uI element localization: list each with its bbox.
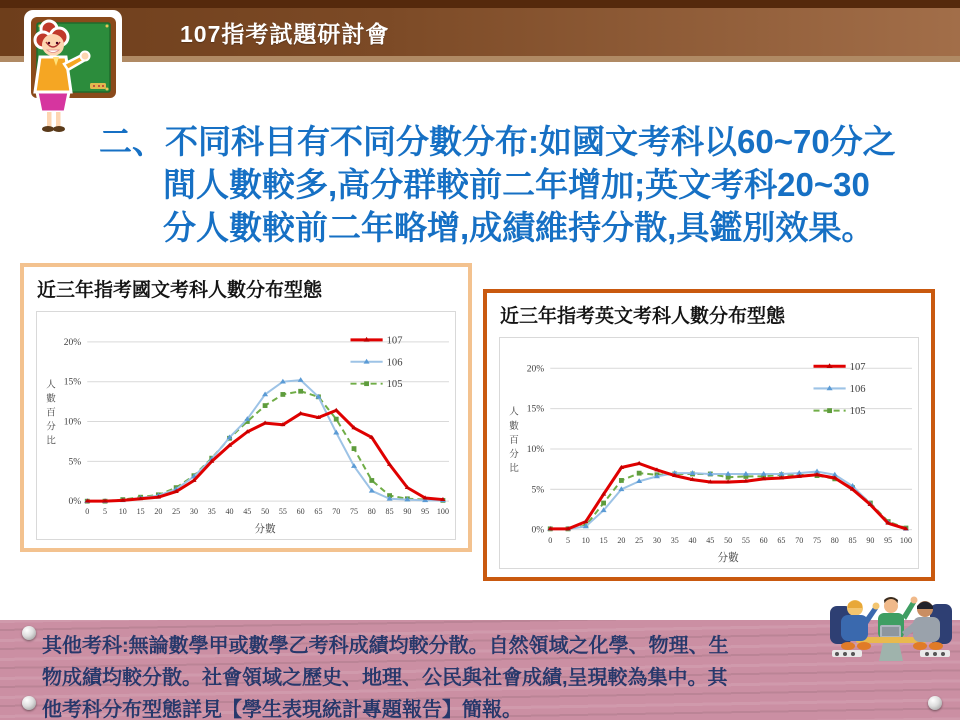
svg-text:數: 數	[46, 394, 56, 405]
svg-text:0%: 0%	[68, 497, 82, 508]
line-chart-chinese	[37, 312, 455, 539]
svg-text:20%: 20%	[63, 337, 82, 348]
svg-text:分: 分	[509, 449, 519, 461]
svg-text:20: 20	[154, 507, 163, 517]
svg-text:人: 人	[46, 380, 56, 391]
chart-title-chinese: 近三年指考國文考科人數分布型態	[37, 280, 323, 301]
svg-text:80: 80	[830, 535, 839, 545]
chart-plot-chinese	[36, 311, 456, 540]
footer-banner	[0, 620, 960, 720]
legend-label-106: 106	[386, 357, 403, 369]
teacher-chalkboard-icon	[6, 4, 124, 134]
svg-text:25: 25	[635, 535, 644, 545]
legend-label-107: 107	[386, 335, 403, 347]
svg-text:15%: 15%	[63, 377, 82, 388]
footer-line-1: 其他考科:無論數學甲或數學乙考科成績均較分散。自然領域之化學、物理、生	[42, 635, 729, 657]
svg-text:比: 比	[46, 436, 56, 447]
page-title: 107指考試題研討會	[180, 20, 390, 47]
svg-text:40: 40	[688, 535, 697, 545]
chart-plot-english	[499, 337, 919, 569]
svg-text:15: 15	[136, 507, 145, 517]
svg-text:10%: 10%	[63, 417, 82, 428]
chart-title-english: 近三年指考英文考科人數分布型態	[500, 306, 786, 327]
meeting-table-icon	[828, 594, 954, 670]
svg-text:55: 55	[741, 535, 750, 545]
legend-label-107: 107	[849, 361, 866, 373]
svg-text:15%: 15%	[526, 403, 545, 415]
svg-text:70: 70	[332, 507, 341, 517]
svg-text:65: 65	[777, 535, 786, 545]
svg-text:30: 30	[189, 507, 198, 517]
legend-label-105: 105	[849, 406, 866, 418]
svg-text:80: 80	[367, 507, 376, 517]
svg-text:25: 25	[172, 507, 181, 517]
line-chart-english	[500, 338, 918, 568]
svg-text:90: 90	[403, 507, 412, 517]
pin-icon	[928, 696, 942, 710]
chart-panel-english	[483, 289, 935, 581]
svg-text:5: 5	[566, 535, 571, 545]
main-heading	[99, 120, 949, 249]
footer-line-3: 他考科分布型態詳見【學生表現統計專題報告】簡報。	[42, 699, 522, 720]
svg-text:分: 分	[46, 422, 56, 433]
svg-text:10: 10	[581, 535, 590, 545]
legend-label-105: 105	[386, 379, 403, 391]
svg-text:85: 85	[385, 507, 394, 517]
svg-text:35: 35	[207, 507, 216, 517]
svg-text:20%: 20%	[526, 363, 545, 375]
svg-text:5%: 5%	[531, 484, 545, 496]
svg-text:10: 10	[118, 507, 127, 517]
svg-text:比: 比	[509, 463, 519, 475]
svg-text:70: 70	[795, 535, 804, 545]
svg-text:0: 0	[548, 535, 553, 545]
svg-text:50: 50	[724, 535, 733, 545]
svg-text:5: 5	[103, 507, 108, 517]
svg-text:100: 100	[436, 507, 449, 517]
svg-text:15: 15	[599, 535, 608, 545]
footer-text	[42, 630, 862, 720]
footer-line-2: 物成績均較分散。社會領域之歷史、地理、公民與社會成績,呈現較為集中。其	[42, 667, 728, 689]
svg-text:45: 45	[706, 535, 715, 545]
svg-text:35: 35	[670, 535, 679, 545]
svg-text:75: 75	[813, 535, 822, 545]
svg-text:30: 30	[652, 535, 661, 545]
svg-text:50: 50	[261, 507, 270, 517]
svg-text:20: 20	[617, 535, 626, 545]
svg-text:45: 45	[243, 507, 252, 517]
svg-text:人: 人	[509, 406, 519, 418]
svg-text:95: 95	[421, 507, 430, 517]
svg-text:數: 數	[509, 420, 519, 432]
series-106-line	[87, 380, 443, 501]
svg-text:百: 百	[46, 408, 56, 419]
svg-text:分數: 分數	[254, 524, 276, 536]
svg-text:65: 65	[314, 507, 323, 517]
svg-text:95: 95	[884, 535, 893, 545]
svg-text:75: 75	[349, 507, 359, 517]
pin-icon	[22, 626, 36, 640]
svg-text:百: 百	[509, 434, 519, 446]
svg-text:0: 0	[85, 507, 90, 517]
svg-text:85: 85	[848, 535, 857, 545]
svg-text:分數: 分數	[717, 552, 739, 564]
pin-icon	[22, 696, 36, 710]
legend-label-106: 106	[849, 383, 866, 395]
svg-text:0%: 0%	[531, 524, 545, 536]
svg-text:5%: 5%	[68, 457, 82, 468]
heading-line-1: 二、不同科目有不同分數分布:如國文考科以60~70分之	[99, 123, 896, 160]
svg-text:60: 60	[296, 507, 305, 517]
svg-text:10%: 10%	[526, 443, 545, 455]
svg-text:40: 40	[225, 507, 234, 517]
heading-line-3: 分人數較前二年略增,成績維持分散,具鑑別效果。	[163, 209, 875, 246]
chart-panel-chinese	[20, 263, 472, 552]
heading-line-2: 間人數較多,高分群較前二年增加;英文考科20~30	[163, 166, 870, 203]
svg-text:60: 60	[759, 535, 768, 545]
svg-text:100: 100	[899, 535, 912, 545]
header-bar	[0, 0, 960, 62]
svg-text:90: 90	[866, 535, 875, 545]
svg-text:55: 55	[278, 507, 287, 517]
